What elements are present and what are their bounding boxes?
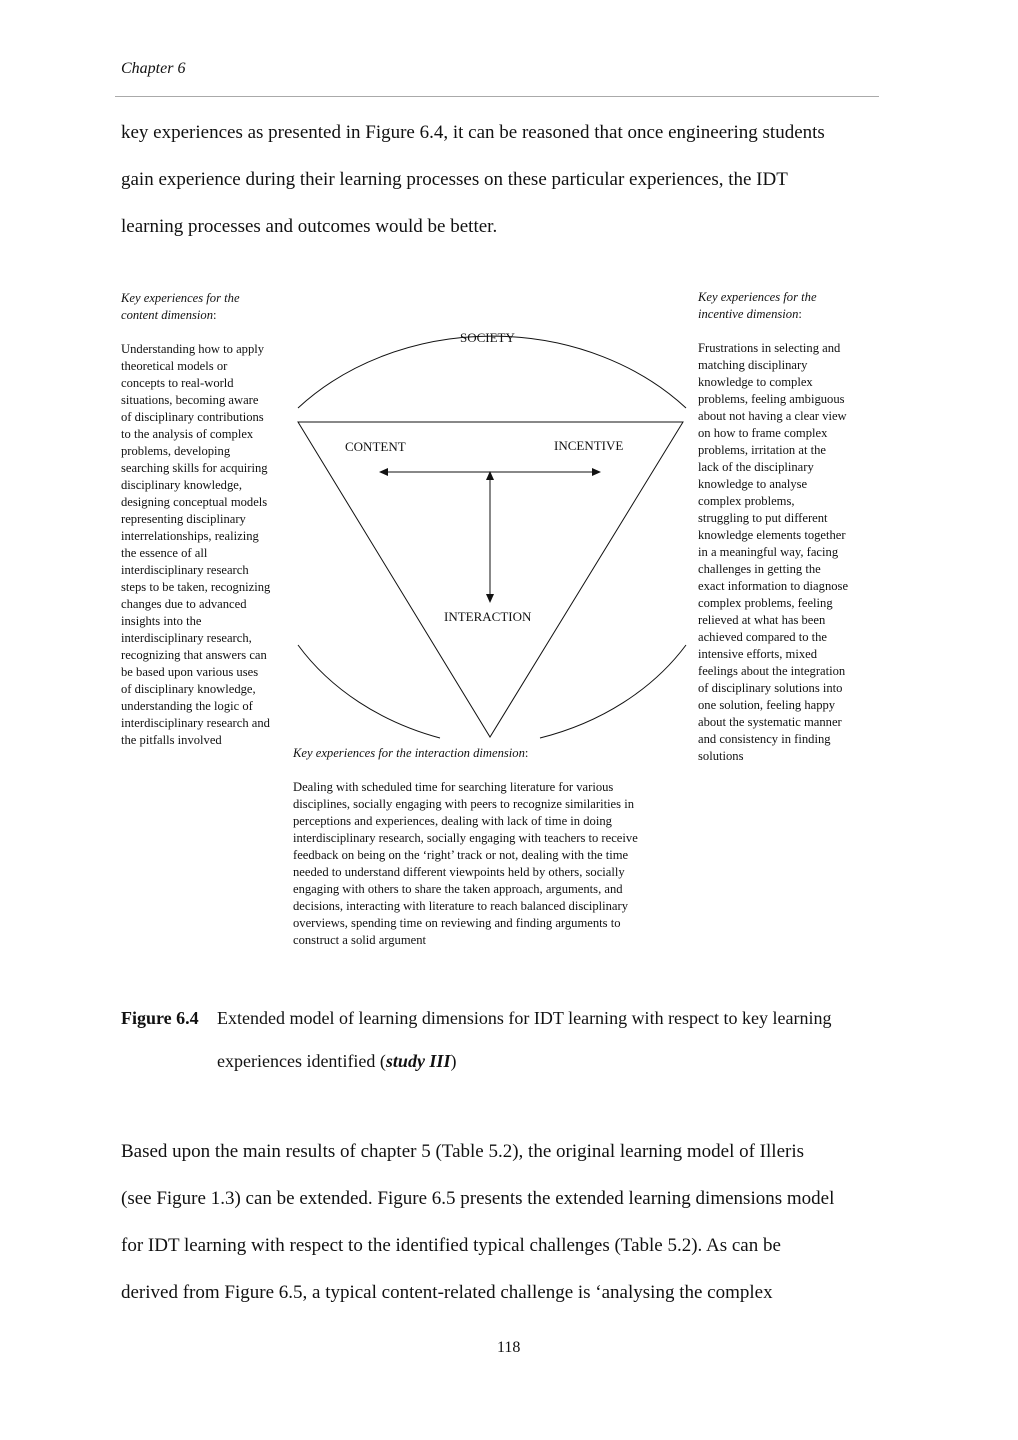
- experience-line: needed to understand different viewpoints held by others, socially: [293, 865, 625, 879]
- experience-line: disciplinary knowledge,: [121, 478, 243, 492]
- experience-line: designing conceptual models: [121, 495, 268, 509]
- experience-line: steps to be taken, recognizing: [121, 580, 271, 594]
- experience-line: interdisciplinary research and: [121, 716, 270, 730]
- experience-line: achieved compared to the: [698, 630, 828, 644]
- experience-line: be based upon various uses: [121, 665, 259, 679]
- content-box-title: Key experiences for the: [121, 291, 240, 305]
- chapter-header: Chapter 6: [121, 60, 186, 77]
- experience-line: and consistency in finding: [698, 732, 831, 746]
- experience-line: Understanding how to apply: [121, 342, 265, 356]
- content-experiences: [121, 290, 270, 749]
- caption-text: experiences identified (: [217, 1051, 386, 1071]
- society-arc-bottom-right: [540, 645, 686, 738]
- experience-line: interrelationships, realizing: [121, 529, 259, 543]
- caption-line-1: Extended model of learning dimensions for IDT learning with respect to key learning: [217, 1008, 832, 1028]
- experience-line: overviews, spending time on reviewing and finding arguments to: [293, 916, 621, 930]
- intro-line: learning processes and outcomes would be better.: [121, 216, 498, 237]
- experience-line: problems, irritation at the: [698, 443, 827, 457]
- colon: :: [798, 307, 802, 321]
- experience-line: searching skills for acquiring: [121, 461, 268, 475]
- caption-line-2: [217, 1051, 456, 1072]
- content-label: CONTENT: [345, 439, 406, 454]
- experience-line: changes due to advanced: [121, 597, 247, 611]
- incentive-label: INCENTIVE: [554, 438, 624, 453]
- experience-line: concepts to real-world: [121, 376, 234, 390]
- body-line: (see Figure 1.3) can be extended. Figure 6.5 presents the extended learning dimensions model: [121, 1188, 835, 1209]
- page-number: 118: [497, 1339, 521, 1356]
- interaction-box-title: Key experiences for the interaction dimension: [293, 746, 525, 760]
- experience-line: insights into the: [121, 614, 202, 628]
- experience-line: the essence of all: [121, 546, 208, 560]
- incentive-experiences: [698, 289, 848, 765]
- experience-line: knowledge to analyse: [698, 477, 808, 491]
- colon: :: [213, 308, 217, 322]
- incentive-box-title: Key experiences for the: [698, 290, 817, 304]
- colon: :: [524, 746, 529, 760]
- experience-line: theoretical models or: [121, 359, 228, 373]
- experience-line: about the systematic manner: [698, 715, 842, 729]
- experience-line: matching disciplinary: [698, 358, 808, 372]
- experience-line: problems, developing: [121, 444, 231, 458]
- experience-line: feelings about the integration: [698, 664, 846, 678]
- body-line: Based upon the main results of chapter 5 (Table 5.2), the original learning model of Illeris: [121, 1141, 804, 1162]
- experience-line: struggling to put different: [698, 511, 828, 525]
- interaction-label: INTERACTION: [444, 609, 532, 624]
- experience-line: construct a solid argument: [293, 933, 427, 947]
- experience-line: situations, becoming aware: [121, 393, 259, 407]
- body-line: for IDT learning with respect to the identified typical challenges (Table 5.2). As can be: [121, 1235, 781, 1256]
- experience-line: understanding the logic of: [121, 699, 253, 713]
- experience-line: perceptions and experiences, dealing with lack of time in doing: [293, 814, 612, 828]
- experience-line: solutions: [698, 749, 744, 763]
- experience-line: complex problems,: [698, 494, 795, 508]
- society-label: SOCIETY: [460, 330, 515, 345]
- experience-line: in a meaningful way, facing: [698, 545, 839, 559]
- intro-line: gain experience during their learning processes on these particular experiences, the IDT: [121, 169, 788, 190]
- experience-line: of disciplinary solutions into: [698, 681, 843, 695]
- intro-line: key experiences as presented in Figure 6.4, it can be reasoned that once engineering students: [121, 122, 825, 143]
- experience-line: problems, feeling ambiguous: [698, 392, 845, 406]
- experience-line: representing disciplinary: [121, 512, 246, 526]
- experience-line: interdisciplinary research, socially engaging with teachers to receive: [293, 831, 638, 845]
- experience-line: feedback on being on the ‘right’ track or not, dealing with the time: [293, 848, 629, 862]
- experience-line: complex problems, feeling: [698, 596, 833, 610]
- experience-line: interdisciplinary research: [121, 563, 249, 577]
- experience-line: intensive efforts, mixed: [698, 647, 818, 661]
- society-arc-bottom-left: [298, 645, 440, 738]
- experience-line: knowledge elements together: [698, 528, 846, 542]
- experience-line: engaging with others to share the taken approach, arguments, and: [293, 882, 623, 896]
- incentive-box-title: incentive dimension: [698, 307, 799, 321]
- experience-line: the pitfalls involved: [121, 733, 222, 747]
- experience-line: challenges in getting the: [698, 562, 821, 576]
- content-box-title: content dimension: [121, 308, 213, 322]
- experience-line: recognizing that answers can: [121, 648, 267, 662]
- society-arc-top: [298, 336, 686, 408]
- caption-emphasis: study III: [385, 1051, 451, 1071]
- interaction-experiences: [293, 745, 638, 949]
- experience-line: disciplines, socially engaging with peers to recognize similarities in: [293, 797, 634, 811]
- experience-line: Frustrations in selecting and: [698, 341, 841, 355]
- experience-line: one solution, feeling happy: [698, 698, 836, 712]
- experience-line: relieved at what has been: [698, 613, 826, 627]
- experience-line: of disciplinary knowledge,: [121, 682, 256, 696]
- experience-line: exact information to diagnose: [698, 579, 849, 593]
- experience-line: interdisciplinary research,: [121, 631, 252, 645]
- experience-line: knowledge to complex: [698, 375, 813, 389]
- figure-number: Figure 6.4: [121, 1008, 199, 1028]
- experience-line: on how to frame complex: [698, 426, 828, 440]
- experience-line: to the analysis of complex: [121, 427, 254, 441]
- experience-line: about not having a clear view: [698, 409, 847, 423]
- figure-caption: [121, 1008, 199, 1029]
- experience-line: lack of the disciplinary: [698, 460, 814, 474]
- experience-line: decisions, interacting with literature to reach balanced disciplinary: [293, 899, 629, 913]
- experience-line: Dealing with scheduled time for searching literature for various: [293, 780, 614, 794]
- caption-text: ): [450, 1051, 457, 1071]
- body-line: derived from Figure 6.5, a typical content-related challenge is ‘analysing the complex: [121, 1282, 773, 1303]
- experience-line: of disciplinary contributions: [121, 410, 264, 424]
